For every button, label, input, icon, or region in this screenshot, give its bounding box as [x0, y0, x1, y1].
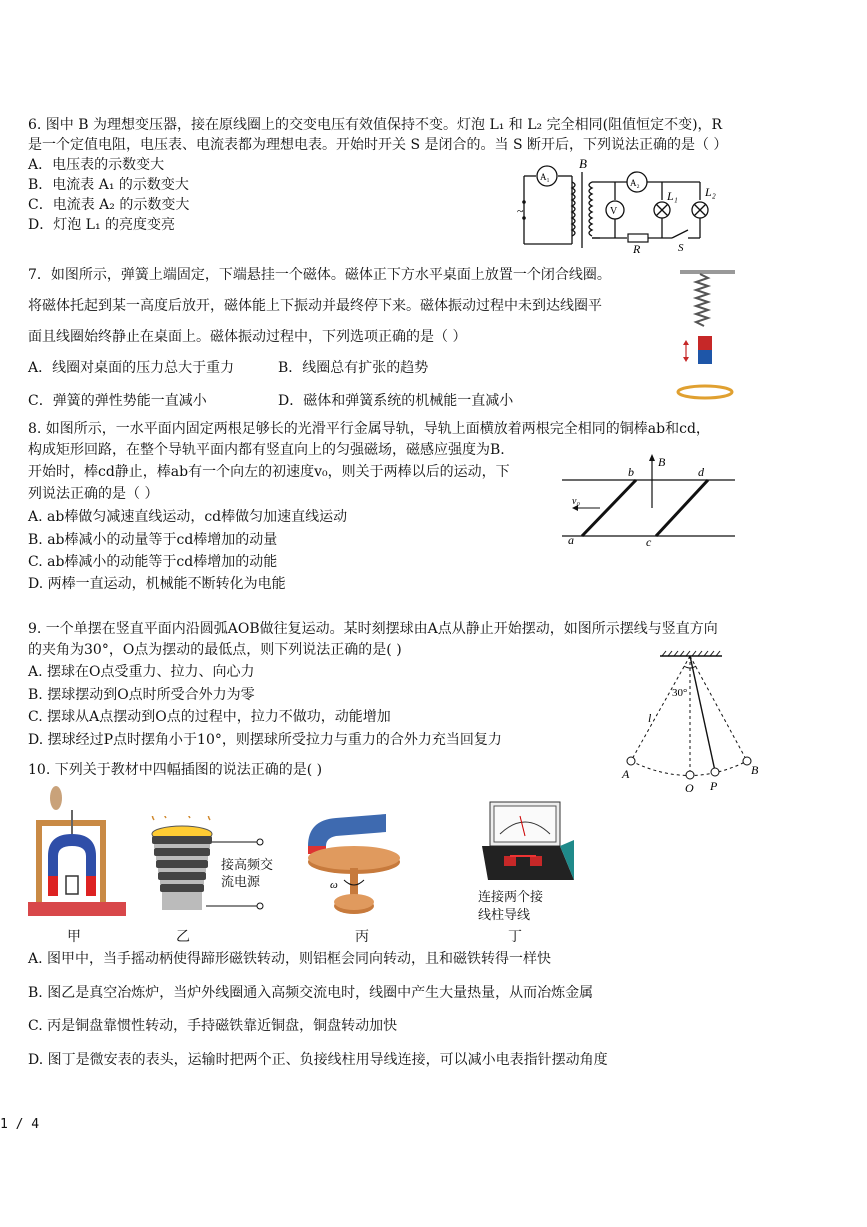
q10-meter-label-line1: 连接两个接: [478, 890, 544, 905]
q8-stem-line3: 开始时，棒cd静止，棒ab有一个向左的初速度v₀，则关于两棒以后的运动，下: [28, 464, 510, 480]
q8-option-b: B. ab棒减小的动量等于cd棒增加的动量: [28, 532, 278, 548]
q10-furnace-label-line2: 流电源: [221, 875, 261, 890]
q8-option-d: D. 两棒一直运动，机械能不断转化为电能: [28, 576, 286, 592]
q8-field-label: B: [658, 455, 666, 469]
q7-option-d: D．磁体和弹簧系统的机械能一直减小: [278, 393, 514, 409]
q7-option-c: C．弹簧的弹性势能一直减小: [28, 393, 207, 409]
q7-magnet-n: [698, 336, 712, 350]
q6-option-b: B．电流表 A₁ 的示数变大: [28, 177, 189, 193]
q10-figure-jia: [28, 784, 128, 924]
q10-caption-yi: 乙: [176, 929, 190, 945]
q7-option-b: B．线圈总有扩张的趋势: [278, 360, 429, 376]
q9-option-d: D. 摆球经过P点时摆角小于10°，则摆球所受拉力与重力的合外力充当回复力: [28, 732, 502, 748]
q6-stem-line2: 是一个定值电阻，电压表、电流表都为理想电表。开始时开关 S 是闭合的。当 S 断开后，下列说法正确的是（ ）: [28, 137, 728, 153]
q10-omega-label: ω: [330, 879, 338, 891]
q10-option-a: A. 图甲中，当手摇动柄使得蹄形磁铁转动，则铝框会同向转动，且和磁铁转得一样快: [28, 951, 552, 967]
q9-point-p: P: [710, 779, 718, 793]
q8-velocity-label: v₀: [572, 496, 580, 507]
page-indicator: 1 / 4: [0, 1117, 40, 1132]
q8-option-a: A. ab棒做匀减速直线运动，cd棒做匀加速直线运动: [28, 509, 348, 525]
q10-caption-bing: 丙: [355, 929, 369, 945]
q10-option-c: C. 丙是铜盘靠惯性转动，手持磁铁靠近铜盘，铜盘转动加快: [28, 1018, 398, 1034]
q8-stem-line1: 8. 如图所示，一水平面内固定两根足够长的光滑平行金属导轨，导轨上面横放着两根完全相同的铜棒ab和cd，: [28, 421, 710, 437]
q10-caption-ding: 丁: [508, 929, 522, 945]
q10-stem: 10. 下列关于教材中四幅插图的说法正确的是( ): [28, 762, 323, 778]
q7-stem-line2: 将磁体托起到某一高度后放开，磁体能上下振动并最终停下来。磁体振动过程中未到达线圈平: [28, 298, 602, 314]
q9-stem-line1: 9. 一个单摆在竖直平面内沿圆弧AOB做往复运动。某时刻摆球由A点从静止开始摆动，如图所示摆线与竖直方向: [28, 621, 718, 637]
q10-option-b: B. 图乙是真空冶炼炉，当炉外线圈通入高频交流电时，线圈中产生大量热量，从而冶炼金属: [28, 985, 594, 1001]
q9-option-b: B. 摆球摆动到O点时所受合外力为零: [28, 687, 255, 703]
q6-option-a: A．电压表的示数变大: [28, 157, 165, 173]
q8-label-b: b: [628, 465, 634, 479]
q6-transformer-circuit-figure: [512, 156, 722, 256]
q6-ac-source-symbol: ~: [517, 204, 524, 218]
q9-option-c: C. 摆球从A点摆动到O点的过程中，拉力不做功，动能增加: [28, 709, 391, 725]
q9-point-a: A: [622, 767, 630, 781]
q9-stem-line2: 的夹角为30°，O点为摆动的最低点，则下列说法正确的是( ): [28, 642, 402, 658]
q6-option-c: C．电流表 A₂ 的示数变大: [28, 197, 190, 213]
q8-option-c: C. ab棒减小的动能等于cd棒增加的动能: [28, 554, 278, 570]
q6-transformer-label: B: [579, 156, 587, 171]
q7-stem-line3: 面且线圈始终静止在桌面上。磁体振动过程中，下列选项正确的是（ ）: [28, 329, 467, 345]
q9-pendulum-figure: [610, 650, 770, 800]
q6-stem-line1: 6. 图中 B 为理想变压器，接在原线圈上的交变电压有效值保持不变。灯泡 L₁ 和 L₂ 完全相同(阻值恒定不变)，R: [28, 117, 723, 133]
q6-switch-label: S: [678, 242, 684, 254]
q8-label-d: d: [698, 465, 704, 479]
q7-spring-magnet-figure: [672, 266, 742, 406]
q8-rails-figure: [560, 452, 750, 552]
q10-meter-label-line2: 线柱导线: [478, 908, 531, 923]
q10-figure-ding: [478, 800, 578, 895]
q6-resistor-label: R: [633, 242, 641, 256]
q9-angle-label: 30°: [672, 687, 688, 699]
q9-point-o: O: [685, 781, 694, 795]
q9-point-b: B: [751, 763, 759, 777]
q6-l1-label: L₁: [667, 189, 678, 203]
q7-magnet-s: [698, 350, 712, 364]
q6-l2-label: L₂: [705, 185, 716, 199]
q9-option-a: A. 摆球在O点受重力、拉力、向心力: [28, 664, 255, 680]
q7-coil: [678, 386, 732, 398]
q6-voltmeter-label: V: [610, 206, 618, 217]
q7-stem-line1: 7．如图所示，弹簧上端固定，下端悬挂一个磁体。磁体正下方水平桌面上放置一个闭合线圈。: [28, 267, 611, 283]
q6-a1-label: A₁: [540, 172, 550, 182]
q8-label-a: a: [568, 533, 574, 547]
q10-figure-bing: [300, 806, 420, 926]
q8-stem-line2: 构成矩形回路，在整个导轨平面内都有竖直向上的匀强磁场，磁感应强度为B.: [28, 442, 505, 458]
q8-label-c: c: [646, 535, 652, 549]
q10-caption-jia: 甲: [67, 929, 81, 945]
q7-option-a: A．线圈对桌面的压力总大于重力: [28, 360, 235, 376]
q9-length-label: l: [648, 711, 652, 725]
q10-option-d: D. 图丁是微安表的表头，运输时把两个正、负接线柱用导线连接，可以减小电表指针摆动角度: [28, 1052, 608, 1068]
q8-stem-line4: 列说法正确的是（ ）: [28, 486, 159, 502]
q6-a2-label: A₂: [630, 178, 640, 188]
q10-furnace-label-line1: 接高频交: [221, 858, 274, 873]
q6-option-d: D．灯泡 L₁ 的亮度变亮: [28, 217, 176, 233]
